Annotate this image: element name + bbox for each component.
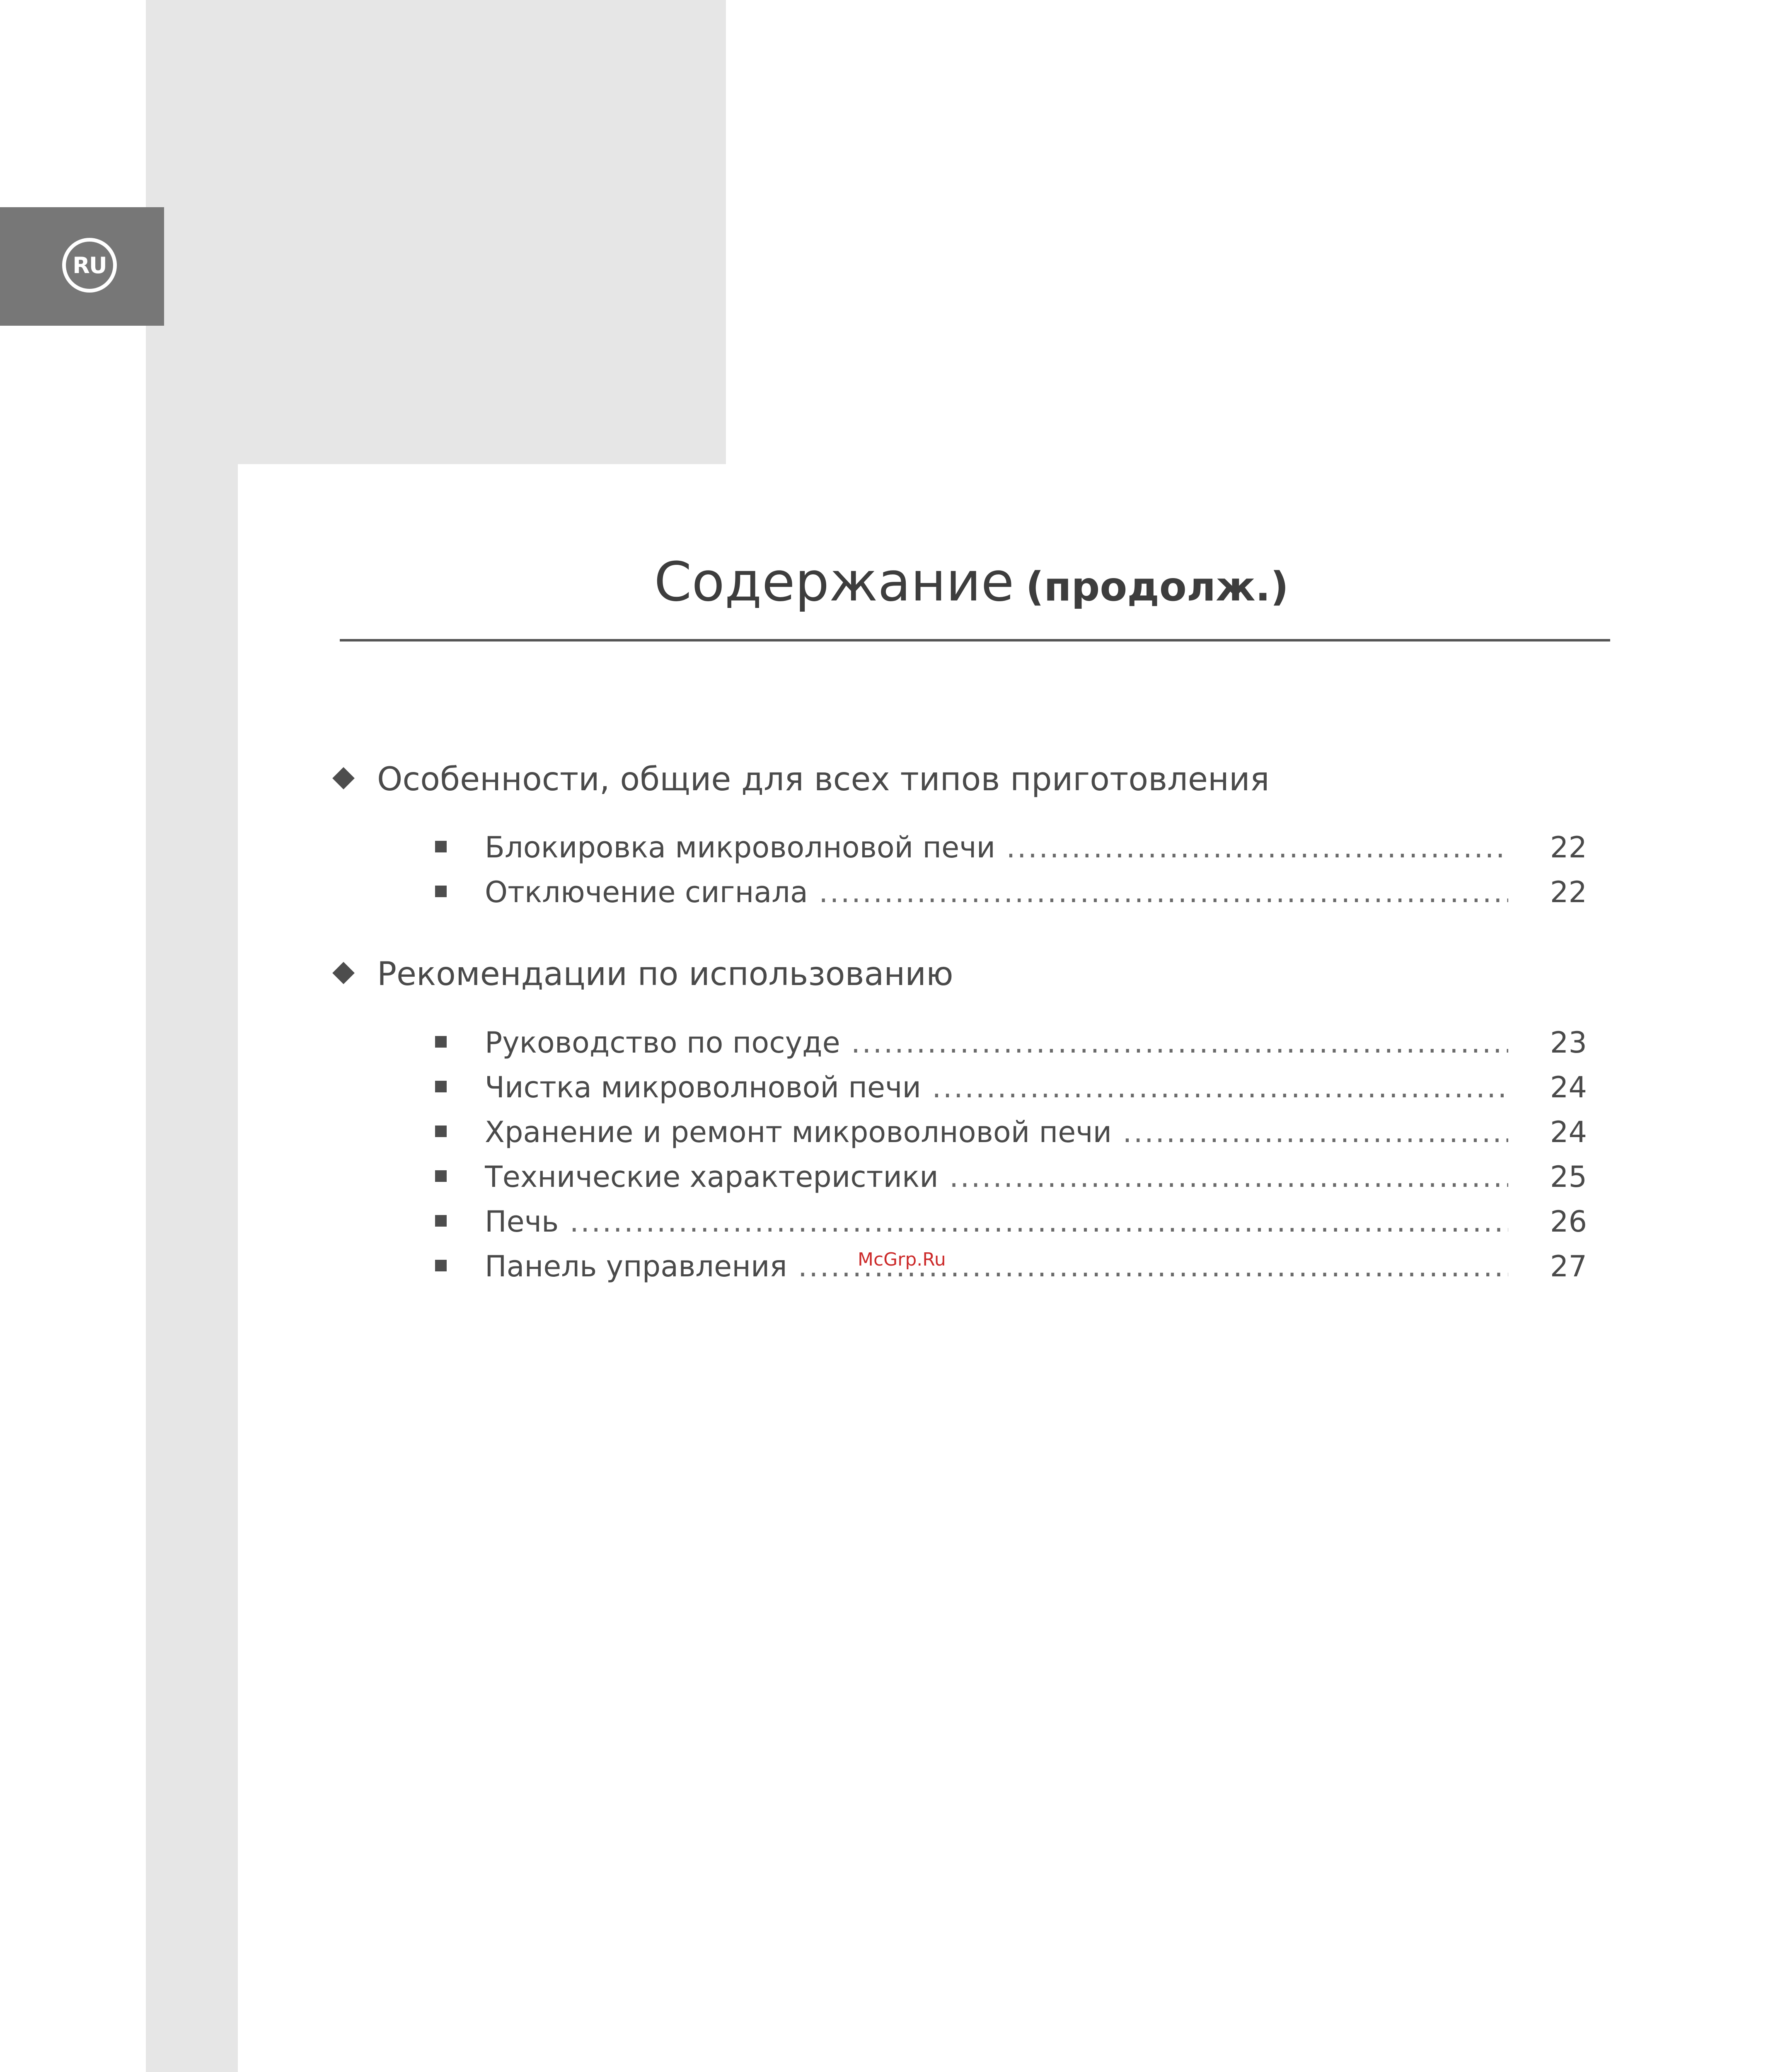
watermark: McGrp.Ru (858, 1249, 946, 1270)
toc-entry-page: 24 (1550, 1070, 1587, 1104)
square-bullet-icon (435, 1081, 447, 1092)
toc-entry[interactable] (435, 871, 1587, 913)
toc-entry-page: 23 (1550, 1026, 1587, 1060)
toc-section-heading (336, 956, 953, 993)
diamond-bullet-icon (332, 962, 355, 984)
toc-entry-label: Отключение сигнала ..... (485, 871, 1508, 913)
toc-entry-page: 27 (1550, 1249, 1587, 1283)
square-bullet-icon (435, 1126, 447, 1137)
square-bullet-icon (435, 841, 447, 852)
square-bullet-icon (435, 886, 447, 897)
square-bullet-icon (435, 1260, 447, 1271)
toc-entry-page: 24 (1550, 1115, 1587, 1149)
section-heading-text: Особенности, общие для всех типов приготовления (377, 761, 1270, 798)
title-continued: (продолж.) (1026, 564, 1289, 610)
toc-entry[interactable] (435, 827, 1587, 868)
title-rule (340, 639, 1610, 641)
toc-entry[interactable] (435, 1022, 1587, 1063)
section-heading-text: Рекомендации по использованию (377, 956, 953, 993)
toc-entry[interactable] (435, 1201, 1587, 1242)
square-bullet-icon (435, 1215, 447, 1227)
toc-entry-label: Печь ..... (485, 1201, 1508, 1242)
toc-entry-page: 25 (1550, 1160, 1587, 1194)
page-title (331, 550, 1289, 613)
toc-entry-label: Чистка микроволновой печи ..... (485, 1067, 1508, 1108)
square-bullet-icon (435, 1036, 447, 1048)
toc-entry-page: 26 (1550, 1205, 1587, 1239)
toc-entry[interactable] (435, 1246, 1587, 1287)
toc-section-heading (336, 761, 1270, 798)
square-bullet-icon (435, 1170, 447, 1182)
diamond-bullet-icon (332, 767, 355, 789)
toc-entry-label: Хранение и ремонт микроволновой печи ..... (485, 1111, 1508, 1153)
toc-entry-label: Руководство по посуде ..... (485, 1022, 1508, 1063)
toc-entry[interactable] (435, 1067, 1587, 1108)
toc-entry-page: 22 (1550, 875, 1587, 909)
language-badge: RU (62, 238, 117, 293)
toc-entry[interactable] (435, 1156, 1587, 1198)
toc-entry[interactable] (435, 1111, 1587, 1153)
toc-entry-label: Блокировка микроволновой печи ..... (485, 827, 1508, 868)
toc-entry-label: Технические характеристики ..... (485, 1156, 1508, 1198)
toc-entry-page: 22 (1550, 830, 1587, 864)
title-main: Содержание (654, 550, 1014, 613)
toc-entry-label: Панель управления ..... (485, 1246, 1508, 1287)
